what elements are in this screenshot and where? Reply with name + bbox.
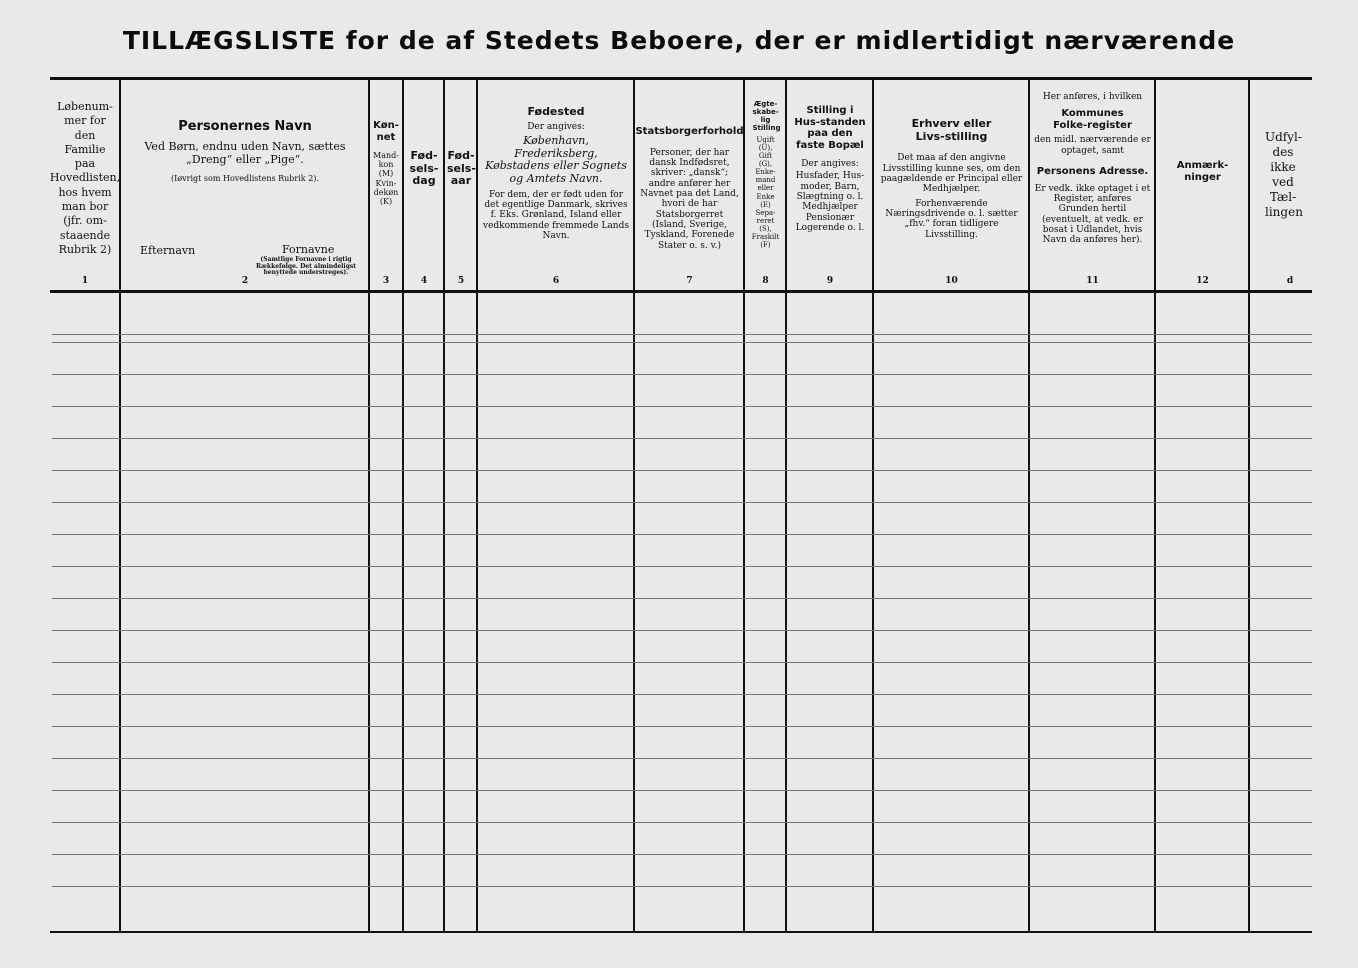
col3-heading: Køn-net <box>373 120 399 143</box>
col6-header <box>478 106 634 256</box>
row-line <box>52 374 1312 375</box>
col-number: 1 <box>81 276 89 286</box>
row-line <box>52 726 1312 727</box>
col11-text: den midl. nærværende er optaget, samt <box>1034 135 1151 156</box>
row-line <box>52 630 1312 631</box>
col2-sub-right-note: (Samtlige Fornavne i rigtig Rækkefølge. Det almindeligst benyttede understreges). <box>255 256 357 277</box>
col9-text: Husfader, Hus-moder, Barn, Slægtning o. l. Medhjælper Pensionær Logerende o. l. <box>795 171 865 234</box>
col-number: 7 <box>686 276 693 286</box>
col2-heading: Personernes Navn <box>178 119 312 134</box>
col1-line: mer for den <box>64 114 106 142</box>
col2-note: (Iøvrigt som Hovedlistens Rubrik 2). <box>171 174 319 184</box>
col-number: 3 <box>382 276 390 286</box>
col5-header <box>445 150 477 210</box>
row-line <box>52 854 1312 855</box>
col7-heading: Statsborgerforhold <box>635 126 744 137</box>
col6-sub: Der angives: <box>527 121 585 132</box>
col1-line: hos hvem <box>58 185 112 199</box>
col6-heading: Fødested <box>527 105 585 118</box>
col12-header <box>1156 160 1249 200</box>
row-line <box>52 790 1312 791</box>
col10-text: Det maa af den angivne Livsstilling kunne ses, om den paagældende er Principal eller Medhjælper. <box>880 153 1023 195</box>
row-line <box>52 342 1312 343</box>
row-line <box>52 470 1312 471</box>
col-number: d <box>1286 276 1294 286</box>
col7-text: Personer, der har dansk Indfødsret, skriver: „dansk“; andre anfører her Navnet paa det Land, hvori de har Statsborgerret (Island, Sverige, Tyskland, Forenede Stater o. s. v.) <box>640 147 739 251</box>
col1-line: staaende <box>59 228 111 242</box>
col-d-header <box>1250 130 1316 230</box>
col10-header <box>874 118 1029 258</box>
header-top-rule <box>50 77 1312 80</box>
col11-text2: Er vedk. ikke optaget i et Register, anføres Grunden hertil (eventuelt, at vedk. er bosat i Udlandet, hvis Navn da anføres her). <box>1034 183 1151 246</box>
col9-sub: Der angives: <box>801 159 859 169</box>
row-line <box>52 566 1312 567</box>
col8-text: Ugift (U), Gift (G), Enke-mand eller Enke (E) Sepa-reret (S), Fraskilt (F) <box>751 136 780 249</box>
row-line <box>52 502 1312 503</box>
col2-header <box>122 120 368 220</box>
col1-line: Løbenum- <box>57 100 113 113</box>
col10-heading: Erhverv eller Livs-stilling <box>911 117 992 143</box>
col9-header <box>787 105 873 255</box>
col9-heading: Stilling i Hus-standen paa den faste Bopæl <box>794 105 866 151</box>
col-number: 5 <box>457 276 465 286</box>
col4-header <box>404 150 444 210</box>
col11-heading: Kommunes Folke-register <box>1053 108 1132 131</box>
row-line <box>52 662 1312 663</box>
col2-text: Ved Børn, endnu uden Navn, sættes „Dreng“ eller „Pige“. <box>144 139 346 166</box>
col5-heading: Fød-sels-aar <box>447 149 476 188</box>
col1-line: Familie paa <box>64 142 106 171</box>
col6-text2: For dem, der er født uden for det egentlige Danmark, skrives f. Eks. Grønland, Island eller vedkommende fremmede Lands Navn. <box>482 189 629 241</box>
col12-heading: Anmærk-ninger <box>1176 160 1229 183</box>
col-number: 6 <box>552 276 560 286</box>
col1-header <box>50 100 120 270</box>
col3-header <box>370 120 402 240</box>
col1-line: Rubrik 2) <box>58 242 112 256</box>
row-line <box>52 334 1312 335</box>
col7-header <box>635 126 744 251</box>
col1-line: Hovedlisten, <box>49 171 121 185</box>
col11-header <box>1030 92 1155 272</box>
col2-sub-left: Efternavn <box>140 244 196 257</box>
col2-sub-right: Fornavne <box>282 243 335 256</box>
row-line <box>52 598 1312 599</box>
col8-heading: Ægte-skabe-lig Stilling <box>752 100 781 133</box>
col-number: 8 <box>762 276 769 286</box>
row-line <box>52 534 1312 535</box>
col-number: 9 <box>826 276 834 286</box>
col-number: 4 <box>420 276 428 286</box>
col-number: 10 <box>945 276 958 286</box>
col8-header <box>745 100 786 270</box>
col-number: 11 <box>1086 276 1099 286</box>
col11-pre: Her anføres, i hvilken <box>1042 92 1143 102</box>
col4-heading: Fød-sels-dag <box>409 149 439 188</box>
row-line <box>52 438 1312 439</box>
col6-text-italic: København, Frederiksberg, Købstadens eller Sognets og Amtets Navn. <box>485 133 627 185</box>
col-number: 2 <box>241 276 249 286</box>
header-bottom-rule <box>50 290 1312 293</box>
col11-heading2: Personens Adresse. <box>1036 166 1149 178</box>
col10-text2: Forhenværende Næringsdrivende o. l. sætter „fhv.“ foran tidligere Livsstilling. <box>885 198 1018 240</box>
col1-line: man bor <box>61 200 109 214</box>
col1-line: (jfr. om- <box>63 214 107 228</box>
row-line <box>52 758 1312 759</box>
col-d-text: Udfyl-des ikke ved Tæl-lingen <box>1265 130 1303 219</box>
form-bottom-rule <box>50 931 1312 933</box>
row-line <box>52 694 1312 695</box>
row-line <box>52 886 1312 887</box>
row-line <box>52 406 1312 407</box>
form-title: TILLÆGSLISTE for de af Stedets Beboere, der er midlertidigt nærværende <box>122 26 1236 55</box>
col-number: 12 <box>1196 276 1209 286</box>
row-line <box>52 822 1312 823</box>
col3-text: Mand-kon (M) Kvin-dekøn (K) <box>373 151 399 206</box>
